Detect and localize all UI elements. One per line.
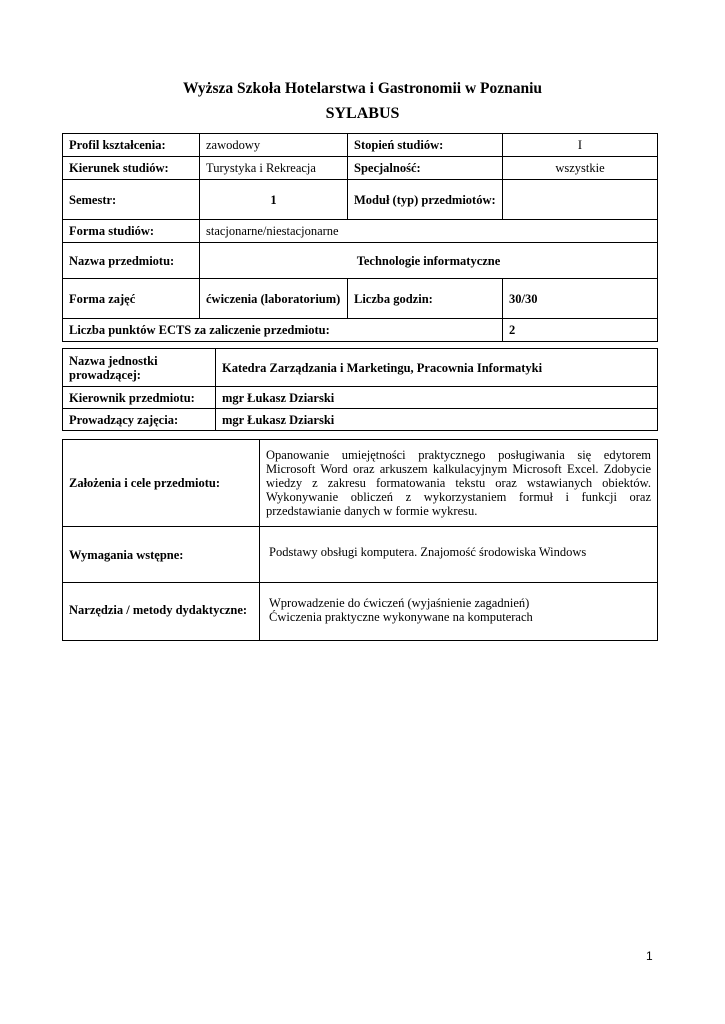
forma-zajec-value: ćwiczenia (laboratorium) xyxy=(200,279,348,319)
kierunek-value: Turystyka i Rekreacja xyxy=(200,157,348,180)
ects-label: Liczba punktów ECTS za zaliczenie przedmiotu: xyxy=(63,319,503,342)
jednostka-label: Nazwa jednostki prowadzącej: xyxy=(63,349,216,387)
liczba-godzin-value: 30/30 xyxy=(503,279,658,319)
prowadzacy-value: mgr Łukasz Dziarski xyxy=(216,409,658,431)
wymagania-label: Wymagania wstępne: xyxy=(63,527,260,583)
modul-label: Moduł (typ) przedmiotów: xyxy=(348,180,503,220)
forma-zajec-label: Forma zajęć xyxy=(63,279,200,319)
wymagania-text: Podstawy obsługi komputera. Znajomość środowiska Windows xyxy=(269,544,587,559)
nazwa-przedmiotu-value: Technologie informatyczne xyxy=(200,243,658,279)
kierownik-label: Kierownik przedmiotu: xyxy=(63,387,216,409)
profil-label: Profil kształcenia: xyxy=(63,134,200,157)
stopien-value: I xyxy=(503,134,658,157)
course-info-table xyxy=(62,133,658,342)
specjalnosc-value: wszystkie xyxy=(503,157,658,180)
stopien-label: Stopień studiów: xyxy=(348,134,503,157)
specjalnosc-label: Specjalność: xyxy=(348,157,503,180)
profil-value: zawodowy xyxy=(200,134,348,157)
semestr-value: 1 xyxy=(200,180,348,220)
forma-studiow-label: Forma studiów: xyxy=(63,220,200,243)
unit-table xyxy=(62,348,658,431)
ects-value: 2 xyxy=(503,319,658,342)
narzedzia-line-1: Wprowadzenie do ćwiczeń (wyjaśnienie zagadnień) xyxy=(269,595,530,610)
forma-studiow-value: stacjonarne/niestacjonarne xyxy=(200,220,658,243)
zalozenia-value: Opanowanie umiejętności praktycznego posługiwania się edytorem Microsoft Word oraz arkuszem kalkulacyjnym Microsoft Excel. Zdobycie wiedzy z zakresu formatowania tekstu oraz wstawianych obiektów. Wykonywanie obliczeń z wykorzystaniem formuł i funkcji oraz przedstawianie danych w formie wykresu. xyxy=(260,440,658,527)
prowadzacy-label: Prowadzący zajęcia: xyxy=(63,409,216,431)
document-type-title: SYLABUS xyxy=(325,105,400,122)
kierunek-label: Kierunek studiów: xyxy=(63,157,200,180)
narzedzia-value xyxy=(260,583,658,641)
zalozenia-label: Założenia i cele przedmiotu: xyxy=(63,440,260,527)
narzedzia-line-2: Ćwiczenia praktyczne wykonywane na komputerach xyxy=(269,609,533,624)
nazwa-przedmiotu-label: Nazwa przedmiotu: xyxy=(63,243,200,279)
narzedzia-label xyxy=(63,583,260,641)
semestr-label: Semestr: xyxy=(63,180,200,220)
liczba-godzin-label: Liczba godzin: xyxy=(348,279,503,319)
institution-title: Wyższa Szkoła Hotelarstwa i Gastronomii w Poznaniu xyxy=(182,80,543,97)
objectives-table xyxy=(62,439,658,641)
wymagania-value xyxy=(260,527,658,583)
page-number: 1 xyxy=(646,949,653,963)
modul-value xyxy=(503,180,658,220)
narzedzia-label-text: Narzędzia / metody dydaktyczne: xyxy=(69,602,248,617)
kierownik-value: mgr Łukasz Dziarski xyxy=(216,387,658,409)
jednostka-value: Katedra Zarządzania i Marketingu, Pracownia Informatyki xyxy=(216,349,658,387)
